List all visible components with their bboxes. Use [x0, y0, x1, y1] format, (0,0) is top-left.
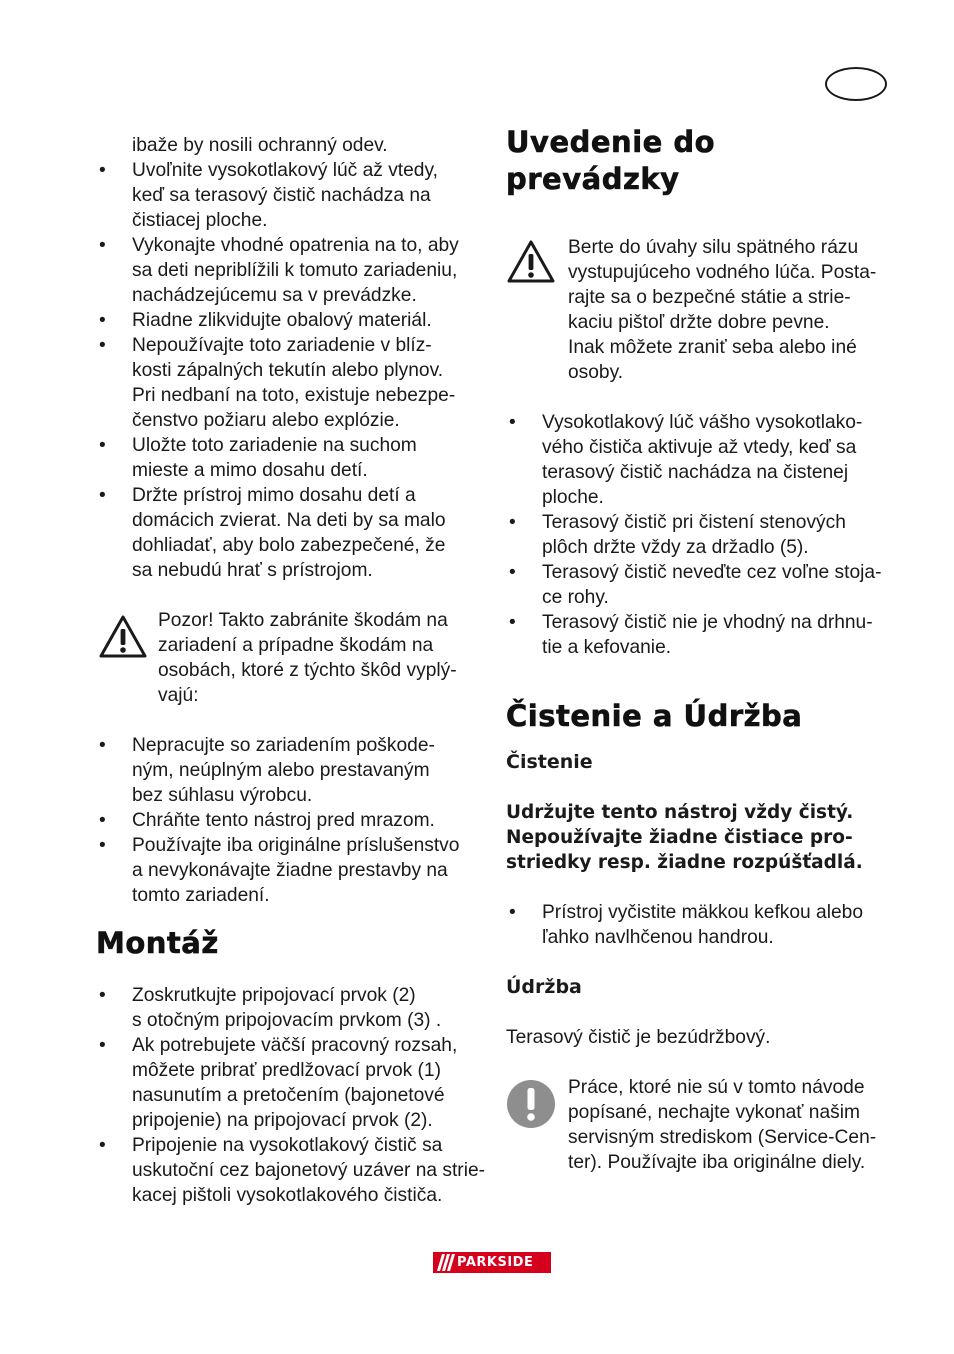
- caution-note: [96, 608, 486, 708]
- service-note-text: Práce, ktoré nie sú v tomto návode popísané, nechajte vykonať našim servisným strediskom (Service-Cen- ter). Používajte iba originálne diely.: [568, 1077, 877, 1173]
- left-column: [96, 133, 486, 1208]
- safety-list-1: [96, 158, 486, 583]
- startup-warning: [506, 235, 891, 385]
- startup-list: [506, 410, 891, 660]
- list-item: • Nepracujte so zariadením poškode- ným, neúplným alebo prestavaným bez súhlasu výrobcu.: [96, 733, 486, 808]
- list-item: • Terasový čistič neveďte cez voľne stoja- ce rohy.: [506, 560, 891, 610]
- list-item: • Používajte iba originálne príslušenstvo a nevykonávajte žiadne prestavby na tomto zariadení.: [96, 833, 486, 908]
- list-item: • Uvoľnite vysokotlakový lúč až vtedy, keď sa terasový čistič nachádza na čistiacej ploche.: [96, 158, 486, 233]
- list-item: • Prístroj vyčistite mäkkou kefkou alebo ľahko navlhčenou handrou.: [506, 900, 891, 950]
- maintenance-heading: Čistenie a Údržba: [506, 699, 803, 733]
- logo-brand-text: PARKSIDE: [457, 1255, 534, 1270]
- cleaning-subheading: Čistenie: [506, 751, 593, 773]
- list-item: • Chráňte tento nástroj pred mrazom.: [96, 808, 486, 833]
- caution-note-text: Pozor! Takto zabránite škodám na zariadení a prípadne škodám na osobách, ktoré z týchto škôd vyplý- vajú:: [158, 610, 457, 706]
- list-item: • Terasový čistič nie je vhodný na drhnu- tie a kefovanie.: [506, 610, 891, 660]
- safety-list-2: [96, 733, 486, 908]
- assembly-list: [96, 983, 486, 1208]
- service-note: [506, 1075, 891, 1175]
- list-item: • Vykonajte vhodné opatrenia na to, aby sa deti nepriblížili k tomuto zariadeniu, nachádzejúcemu sa v prevádzke.: [96, 233, 486, 308]
- list-item: • Uložte toto zariadenie na suchom mieste a mimo dosahu detí.: [96, 433, 486, 483]
- parkside-logo: [433, 1252, 551, 1273]
- list-item: • Riadne zlikvidujte obalový materiál.: [96, 308, 486, 333]
- upkeep-subheading: Údržba: [506, 976, 582, 998]
- right-column: [506, 124, 891, 1175]
- logo-stripes-icon: [433, 1252, 455, 1273]
- list-item: • Nepoužívajte toto zariadenie v blíz- kosti zápalných tekutín alebo plynov. Pri nedbaní na toto, existuje nebezpe- čenstvo požiaru alebo explózie.: [96, 333, 486, 433]
- intro-continuation: ibaže by nosili ochranný odev.: [132, 135, 388, 156]
- cleaning-list: [506, 900, 891, 950]
- list-item: • Terasový čistič pri čistení stenových plôch držte vždy za držadlo (5).: [506, 510, 891, 560]
- language-badge-oval: [825, 67, 887, 101]
- cleaning-instructions: Udržujte tento nástroj vždy čistý. Nepoužívajte žiadne čistiace pro- striedky resp. žiadne rozpúšťadlá.: [506, 802, 863, 873]
- exclamation-circle-icon: [506, 1075, 568, 1134]
- list-item: • Držte prístroj mimo dosahu detí a domácich zvierat. Na deti by sa malo dohliadať, aby bolo zabezpečené, že sa nebudú hrať s prístrojom.: [96, 483, 486, 583]
- warning-triangle-icon: [96, 608, 158, 665]
- list-item: • Vysokotlakový lúč vášho vysokotlako- vého čističa aktivuje až vtedy, keď sa terasový čistič nachádza na čistenej ploche.: [506, 410, 891, 510]
- list-item: • Ak potrebujete väčší pracovný rozsah, môžete pribrať predlžovací prvok (1) nasunutím a pretočením (bajonetové pripojenie) na pripojovací prvok (2).: [96, 1033, 486, 1133]
- startup-warning-text: Berte do úvahy silu spätného rázu vystupujúceho vodného lúča. Posta- rajte sa o bezpečné státie a strie- kaciu pištoľ držte dobre pevne. Inak môžete zraniť seba alebo iné osoby.: [568, 237, 877, 383]
- list-item: • Pripojenie na vysokotlakový čistič sa uskutoční cez bajonetový uzáver na strie- kacej pištoli vysokotlakového čističa.: [96, 1133, 486, 1208]
- list-item: • Zoskrutkujte pripojovací prvok (2) s otočným pripojovacím prvkom (3) .: [96, 983, 486, 1033]
- assembly-heading: Montáž: [96, 926, 219, 960]
- warning-triangle-icon: [506, 235, 568, 290]
- startup-heading: Uvedenie do prevádzky: [506, 125, 716, 196]
- upkeep-text: Terasový čistič je bezúdržbový.: [506, 1027, 771, 1048]
